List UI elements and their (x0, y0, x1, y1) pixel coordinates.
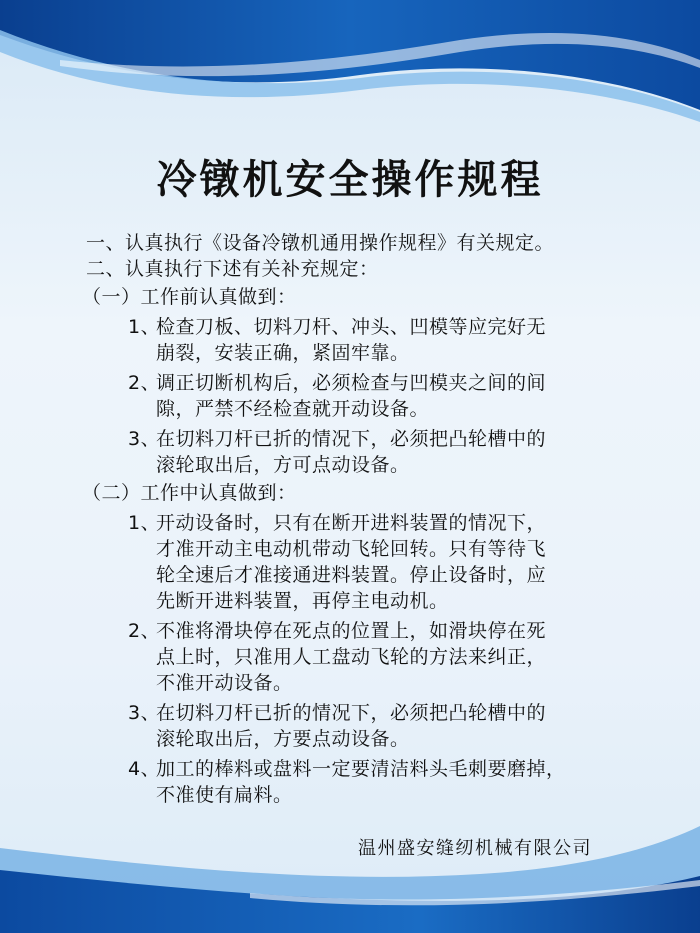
rules-body (82, 230, 642, 808)
list-item: 3、 在切料刀杆已折的情况下，必须把凸轮槽中的 滚轮取出后，方可点动设备。 (128, 428, 547, 476)
section-2-heading: （二）工作中认真做到： (82, 482, 297, 504)
company-name: 温州盛安缝纫机械有限公司 (358, 838, 592, 859)
list-item: 2、 不准将滑块停在死点的位置上，如滑块停在死 点上时，只准用人工盘动飞轮的方法来纠正， 不准开动设备。 (128, 620, 547, 694)
list-item: 3、 在切料刀杆已折的情况下，必须把凸轮槽中的 滚轮取出后，方要点动设备。 (128, 702, 547, 750)
page-title: 冷镦机安全操作规程 (156, 157, 544, 203)
list-item: 1、 开动设备时，只有在断开进料装置的情况下， 才准开动主电动机带动飞轮回转。只有等待飞 轮全速后才准接通进料装置。停止设备时，应 先断开进料装置，再停主电动机。 (128, 512, 547, 612)
rule-line-2: 二、认真执行下述有关补充规定： (86, 258, 379, 280)
list-item: 4、 加工的棒料或盘料一定要清洁料头毛刺要磨掉， 不准使有扁料。 (128, 758, 566, 806)
section-1-heading: （一）工作前认真做到： (82, 286, 297, 308)
list-item: 1、 检查刀板、切料刀杆、冲头、凹模等应完好无 崩裂，安装正确，紧固牢靠。 (128, 316, 547, 364)
rule-line-1: 一、认真执行《设备冷镦机通用操作规程》有关规定。 (86, 232, 555, 254)
list-item: 2、 调正切断机构后，必须检查与凹模夹之间的间 隙，严禁不经检查就开动设备。 (128, 372, 547, 420)
